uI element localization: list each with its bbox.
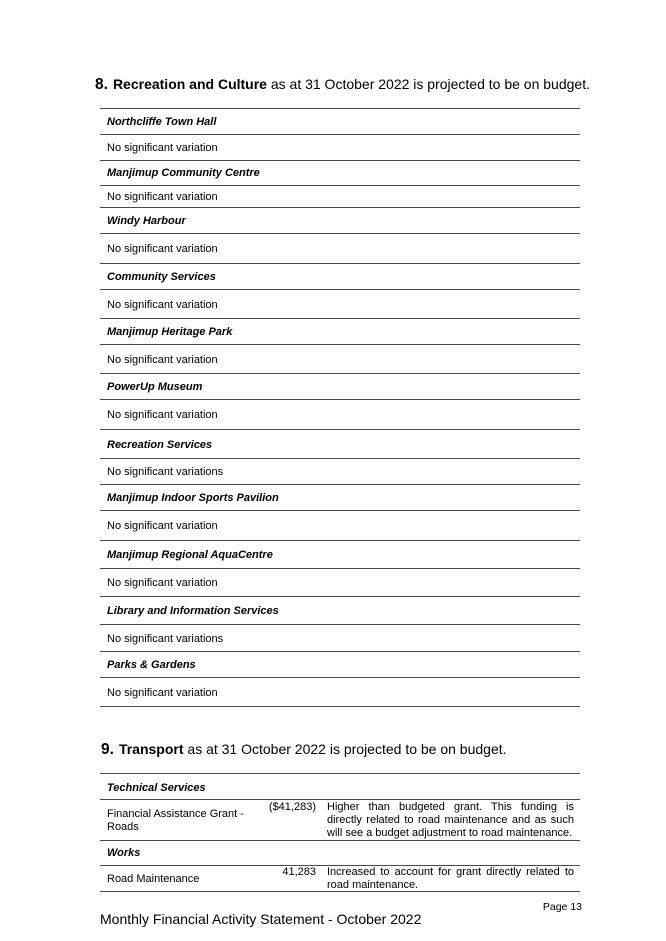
- row-title: Windy Harbour: [107, 215, 186, 227]
- group-title: Technical Services: [107, 782, 206, 794]
- divider: [100, 624, 580, 625]
- divider: [100, 840, 580, 841]
- divider: [100, 108, 580, 109]
- page-number: Page 13: [542, 901, 582, 913]
- divider: [100, 344, 580, 345]
- divider: [100, 596, 580, 597]
- divider: [100, 706, 580, 707]
- row-title: PowerUp Museum: [107, 381, 203, 393]
- line-item: Financial Assistance Grant - Roads: [107, 808, 244, 833]
- section-8-heading: [95, 76, 590, 94]
- row-text: No significant variation: [107, 243, 218, 255]
- divider: [100, 289, 580, 290]
- row-title: Community Services: [107, 271, 216, 283]
- footer-title: Monthly Financial Activity Statement - October 2022: [100, 911, 422, 927]
- section-9-number: 9.: [101, 741, 114, 758]
- divider: [100, 185, 580, 186]
- divider: [100, 318, 580, 319]
- section-8-title: Recreation and Culture: [112, 76, 267, 92]
- row-text: No significant variation: [107, 687, 218, 699]
- divider: [100, 399, 580, 400]
- line-comment: Increased to account for grant directly related to road maintenance.: [327, 866, 574, 891]
- row-title: Library and Information Services: [107, 605, 279, 617]
- row-title: Manjimup Indoor Sports Pavilion: [107, 492, 279, 504]
- divider: [100, 429, 580, 430]
- divider: [100, 799, 580, 800]
- divider: [100, 484, 580, 485]
- divider: [100, 160, 580, 161]
- section-8-subtitle: as at 31 October 2022 is projected to be on budget.: [266, 76, 590, 92]
- row-text: No significant variations: [107, 466, 224, 478]
- row-text: No significant variations: [107, 633, 224, 645]
- divider: [100, 891, 580, 892]
- section-8-number: 8.: [95, 76, 108, 93]
- row-title: Northcliffe Town Hall: [107, 116, 217, 128]
- row-title: Manjimup Heritage Park: [107, 326, 233, 338]
- line-comment: Higher than budgeted grant. This funding is directly related to road maintenance and as such will see a budget adjustment to road maintenance.: [327, 801, 574, 839]
- row-text: No significant variation: [107, 409, 218, 421]
- section-9-heading: [101, 741, 507, 759]
- divider: [100, 263, 580, 264]
- line-amount: ($41,283): [268, 801, 316, 813]
- divider: [100, 458, 580, 459]
- divider: [100, 510, 580, 511]
- line-amount: 41,283: [282, 866, 316, 878]
- group-title: Works: [107, 847, 141, 859]
- row-title: Parks & Gardens: [107, 659, 196, 671]
- row-text: No significant variation: [107, 142, 218, 154]
- line-item: Road Maintenance: [107, 873, 200, 885]
- divider: [100, 373, 580, 374]
- row-text: No significant variation: [107, 299, 218, 311]
- row-text: No significant variation: [107, 520, 218, 532]
- divider: [100, 651, 580, 652]
- divider: [100, 134, 580, 135]
- section-9-subtitle: as at 31 October 2022 is projected to be on budget.: [183, 741, 507, 757]
- divider: [100, 677, 580, 678]
- row-text: No significant variation: [107, 577, 218, 589]
- divider: [100, 540, 580, 541]
- divider: [100, 568, 580, 569]
- divider: [100, 233, 580, 234]
- section-9-title: Transport: [118, 741, 184, 757]
- divider: [100, 207, 580, 208]
- divider: [100, 773, 580, 774]
- row-title: Manjimup Regional AquaCentre: [107, 549, 273, 561]
- row-text: No significant variation: [107, 191, 218, 203]
- row-title: Manjimup Community Centre: [107, 167, 260, 179]
- row-title: Recreation Services: [107, 439, 213, 451]
- row-text: No significant variation: [107, 354, 218, 366]
